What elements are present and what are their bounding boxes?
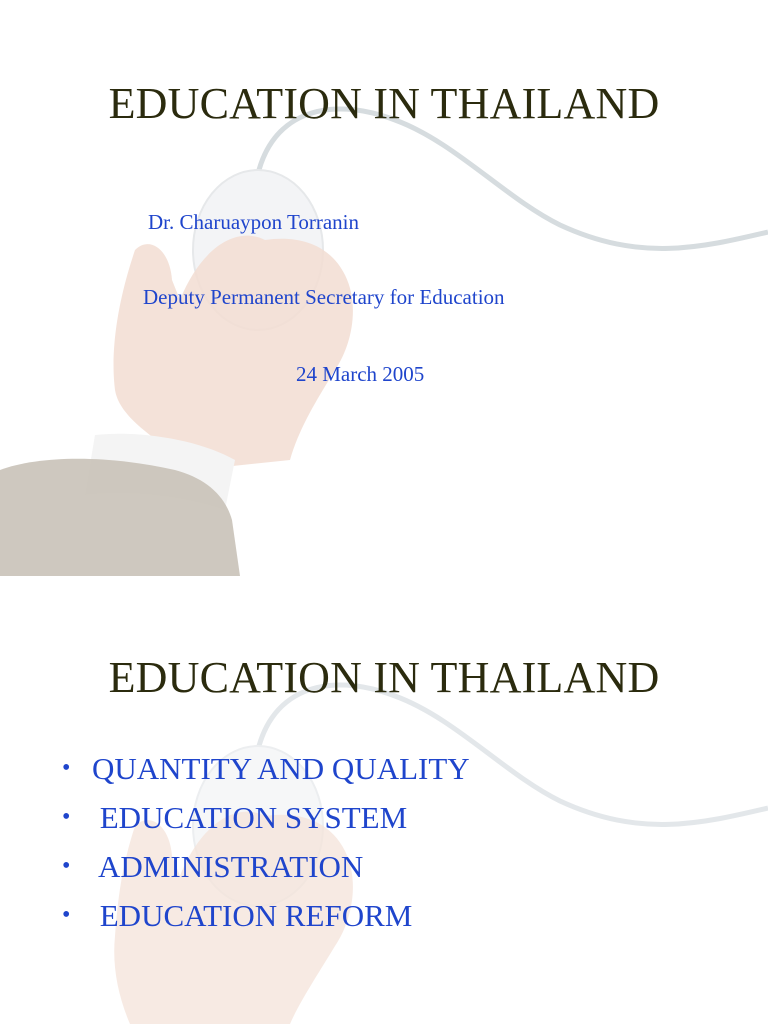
list-item-label: QUANTITY AND QUALITY: [92, 751, 470, 786]
bullet-icon: •: [62, 755, 71, 781]
hand-shape: [114, 236, 353, 470]
list-item-label: ADMINISTRATION: [92, 849, 364, 884]
slide-2: [0, 576, 768, 1024]
bullet-icon: •: [62, 853, 71, 879]
list-item-label: EDUCATION REFORM: [92, 898, 413, 933]
presenter-position: Deputy Permanent Secretary for Education: [143, 285, 505, 309]
topic-list: [62, 751, 470, 947]
list-item: [62, 898, 470, 947]
list-item: [62, 800, 470, 849]
list-item-label: EDUCATION SYSTEM: [92, 800, 408, 835]
bullet-icon: •: [62, 804, 71, 830]
list-item: [62, 751, 470, 800]
list-item: [62, 849, 470, 898]
presenter-name: Dr. Charuaypon Torranin: [148, 210, 360, 234]
presentation-date: 24 March 2005: [296, 362, 425, 386]
slide-title: EDUCATION IN THAILAND: [108, 653, 660, 702]
slide-title: EDUCATION IN THAILAND: [108, 79, 660, 128]
bullet-icon: •: [62, 902, 71, 928]
